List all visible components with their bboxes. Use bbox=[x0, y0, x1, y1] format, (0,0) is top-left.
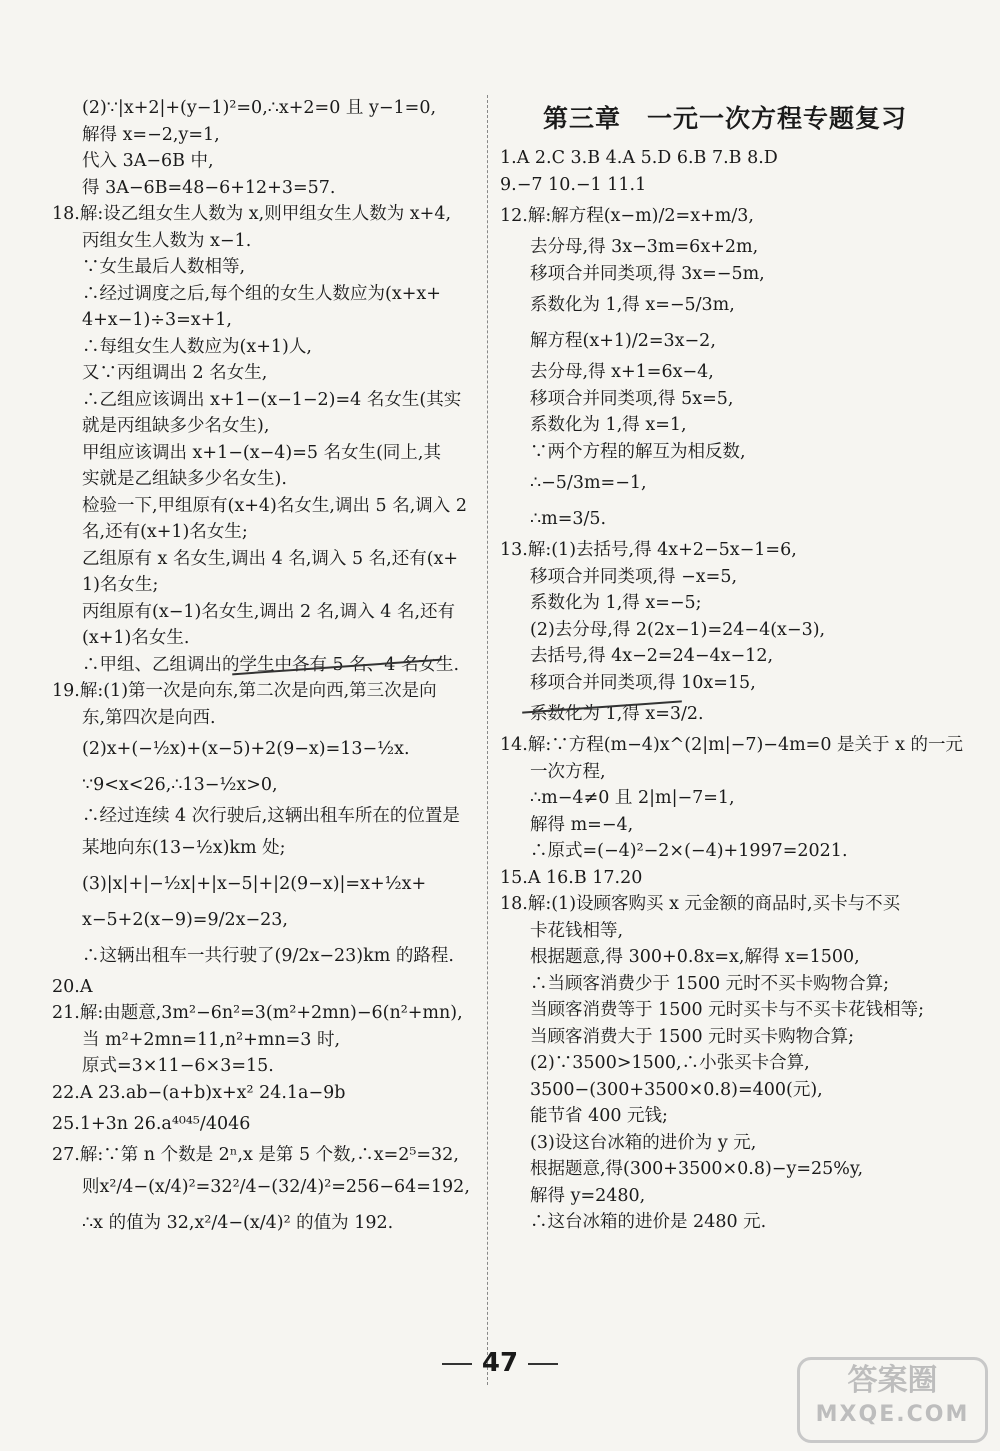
text-line: (2)去分母,得 2(2x−1)=24−4(x−3), bbox=[530, 619, 826, 640]
text-line: 某地向东(13−½x)km 处; bbox=[82, 837, 286, 858]
text-line: ∴乙组应该调出 x+1−(x−1−2)=4 名女生(其实 bbox=[82, 389, 462, 410]
text-line: (x+1)名女生. bbox=[82, 628, 190, 648]
text-line: (3)|x|+|−½x|+|x−5|+|2(9−x)|=x+½x+ bbox=[82, 873, 427, 894]
text-line: ∴m−4≠0 且 2|m|−7=1, bbox=[530, 788, 735, 808]
watermark-line2: MXQE.COM bbox=[815, 1402, 970, 1427]
question-14-line: 14.解:∵方程(m−4)x^(2|m|−7)−4m=0 是关于 x 的一元 bbox=[500, 735, 964, 755]
text-line: 原式=3×11−6×3=15. bbox=[82, 1056, 274, 1076]
question-18-line: 18.解:(1)设顾客购买 x 元金额的商品时,买卡与不买 bbox=[500, 894, 901, 914]
text-line: ∴经过连续 4 次行驶后,这辆出租车所在的位置是 bbox=[82, 806, 460, 826]
text-line: (3)设这台冰箱的进价为 y 元, bbox=[530, 1132, 757, 1153]
text-line: 代入 3A−6B 中, bbox=[82, 151, 214, 171]
question-25-26-line: 25.1+3n 26.a⁴⁰⁴⁵/4046 bbox=[52, 1114, 251, 1134]
text-line: ∴原式=(−4)²−2×(−4)+1997=2021. bbox=[530, 841, 848, 861]
text-line: 又∵丙组调出 2 名女生, bbox=[82, 363, 268, 383]
footer-dash-right bbox=[528, 1363, 558, 1365]
page-number: 47 bbox=[481, 1348, 519, 1378]
text-line: 当 m²+2mn=11,n²+mn=3 时, bbox=[82, 1029, 341, 1050]
text-line: 解方程(x+1)/2=3x−2, bbox=[530, 331, 716, 351]
text-line: 卡花钱相等, bbox=[530, 920, 624, 941]
text-line: ∵两个方程的解互为相反数, bbox=[530, 441, 746, 462]
text-line: ∴这台冰箱的进价是 2480 元. bbox=[530, 1212, 767, 1232]
text-line: 去括号,得 4x−2=24−4x−12, bbox=[530, 646, 774, 666]
site-watermark-logo bbox=[797, 1357, 988, 1443]
text-line: 乙组原有 x 名女生,调出 4 名,调入 5 名,还有(x+ bbox=[82, 548, 459, 569]
text-line: ∴甲组、乙组调出的学生中各有 5 名、4 名女生. bbox=[82, 654, 460, 675]
text-line: ∵女生最后人数相等, bbox=[82, 257, 246, 277]
text-line: 当顾客消费大于 1500 元时买卡购物合算; bbox=[530, 1026, 855, 1047]
column-divider bbox=[487, 95, 488, 1385]
footer-dash-left bbox=[442, 1363, 472, 1365]
text-line: 丙组女生人数为 x−1. bbox=[82, 230, 252, 251]
text-line: 移项合并同类项,得 3x=−5m, bbox=[530, 263, 765, 284]
text-line: 移项合并同类项,得 5x=5, bbox=[530, 388, 734, 409]
text-line: ∴这辆出租车一共行驶了(9/2x−23)km 的路程. bbox=[82, 945, 454, 966]
question-13-line: 13.解:(1)去括号,得 4x+2−5x−1=6, bbox=[500, 540, 797, 560]
text-line: ∴经过调度之后,每个组的女生人数应为(x+x+ bbox=[82, 283, 441, 304]
text-line: 1)名女生; bbox=[82, 575, 159, 595]
text-line: 解得 m=−4, bbox=[530, 814, 634, 835]
text-line: 系数化为 1,得 x=1, bbox=[530, 415, 687, 435]
question-18-line: 18.解:设乙组女生人数为 x,则甲组女生人数为 x+4, bbox=[52, 204, 452, 224]
right-column bbox=[500, 95, 964, 1236]
text-line: (2)∵3500>1500,∴小张买卡合算, bbox=[530, 1053, 810, 1073]
question-22-24-line: 22.A 23.ab−(a+b)x+x² 24.1a−9b bbox=[52, 1082, 346, 1103]
text-line: 解得 x=−2,y=1, bbox=[82, 124, 220, 145]
text-line: 丙组原有(x−1)名女生,调出 2 名,调入 4 名,还有 bbox=[82, 601, 456, 622]
text-line: 系数化为 1,得 x=3/2. bbox=[530, 704, 704, 724]
text-line: 解得 y=2480, bbox=[530, 1185, 646, 1206]
text-line: 就是丙组缺多少名女生), bbox=[82, 416, 270, 436]
text-line: 甲组应该调出 x+1−(x−4)=5 名女生(同上,其 bbox=[82, 442, 441, 463]
text-line: 系数化为 1,得 x=−5; bbox=[530, 593, 702, 613]
text-line: 则x²/4−(x/4)²=32²/4−(32/4)²=256−64=192, bbox=[82, 1176, 470, 1197]
text-line: 根据题意,得(300+3500×0.8)−y=25%y, bbox=[530, 1159, 864, 1179]
text-line: 系数化为 1,得 x=−5/3m, bbox=[530, 295, 735, 315]
question-12-line: 12.解:解方程(x−m)/2=x+m/3, bbox=[500, 206, 754, 226]
text-line: 实就是乙组缺多少名女生). bbox=[82, 469, 287, 489]
text-line: ∴x 的值为 32,x²/4−(x/4)² 的值为 192. bbox=[82, 1212, 394, 1233]
chapter-title: 第三章 一元一次方程专题复习 bbox=[542, 104, 907, 133]
text-line: 移项合并同类项,得 −x=5, bbox=[530, 566, 738, 587]
text-line: 4+x−1)÷3=x+1, bbox=[82, 310, 232, 330]
watermark-line1: 答案圈 bbox=[847, 1363, 938, 1398]
text-line: 得 3A−6B=48−6+12+3=57. bbox=[82, 177, 336, 198]
question-27-line: 27.解:∵第 n 个数是 2ⁿ,x 是第 5 个数,∴x=2⁵=32, bbox=[52, 1145, 459, 1165]
question-21-line: 21.解:由题意,3m²−6n²=3(m²+2mn)−6(n²+mn), bbox=[52, 1003, 463, 1023]
text-line: 去分母,得 x+1=6x−4, bbox=[530, 362, 714, 382]
text-line: 东,第四次是向西. bbox=[82, 707, 216, 728]
text-line: 能节省 400 元钱; bbox=[530, 1106, 668, 1126]
answers-15-17-line: 15.A 16.B 17.20 bbox=[500, 867, 643, 888]
text-line: x−5+2(x−9)=9/2x−23, bbox=[82, 909, 288, 930]
text-line: ∴每组女生人数应为(x+1)人, bbox=[82, 336, 312, 357]
left-column bbox=[52, 95, 484, 1241]
text-line: 根据题意,得 300+0.8x=x,解得 x=1500, bbox=[530, 947, 860, 967]
question-20-line: 20.A bbox=[52, 976, 93, 997]
answers-1-8-line: 1.A 2.C 3.B 4.A 5.D 6.B 7.B 8.D bbox=[500, 148, 778, 168]
text-line: (2)∵|x+2|+(y−1)²=0,∴x+2=0 且 y−1=0, bbox=[82, 98, 437, 118]
answers-9-11-line: 9.−7 10.−1 11.1 bbox=[500, 174, 647, 195]
text-line: ∴−5/3m=−1, bbox=[530, 473, 647, 493]
question-19-line: 19.解:(1)第一次是向东,第二次是向西,第三次是向 bbox=[52, 681, 437, 701]
text-line: 当顾客消费等于 1500 元时买卡与不买卡花钱相等; bbox=[530, 1000, 925, 1020]
text-line: ∴m=3/5. bbox=[530, 509, 607, 529]
text-line: 检验一下,甲组原有(x+4)名女生,调出 5 名,调入 2 bbox=[82, 495, 467, 516]
text-line: (2)x+(−½x)+(x−5)+2(9−x)=13−½x. bbox=[82, 739, 410, 759]
text-line: ∴当顾客消费少于 1500 元时不买卡购物合算; bbox=[530, 973, 890, 994]
text-line: 名,还有(x+1)名女生; bbox=[82, 522, 248, 542]
text-line: ∵9<x<26,∴13−½x>0, bbox=[82, 775, 278, 795]
text-line: 3500−(300+3500×0.8)=400(元), bbox=[530, 1079, 823, 1100]
text-line: 一次方程, bbox=[530, 761, 606, 782]
text-line: 去分母,得 3x−3m=6x+2m, bbox=[530, 237, 759, 257]
text-line: 移项合并同类项,得 10x=15, bbox=[530, 672, 756, 693]
